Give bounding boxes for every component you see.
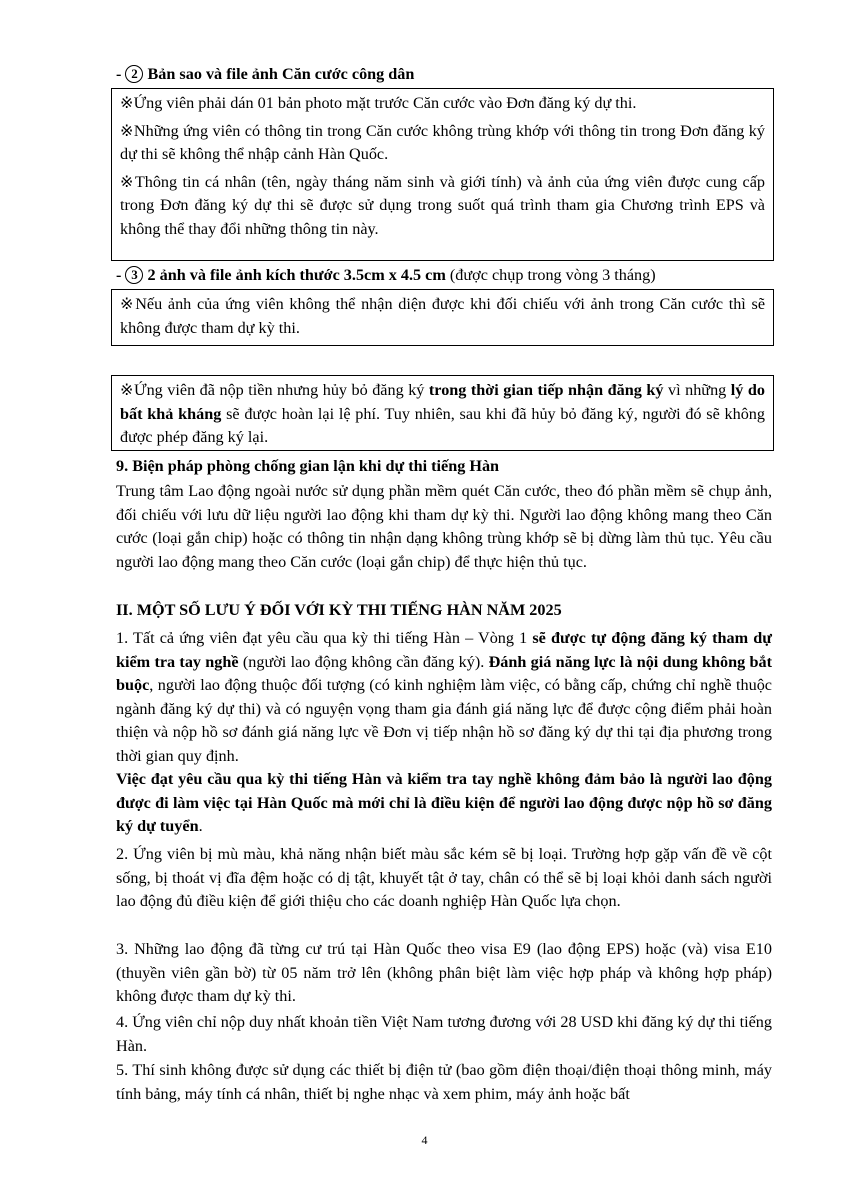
circled-number-icon: 2 [125, 65, 143, 83]
item2-heading: - 2 Bản sao và file ảnh Căn cước công dân [116, 65, 415, 83]
note-5: 5. Thí sinh không được sử dụng các thiết bị điện tử (bao gồm điện thoại/điện thoại thông minh, máy tính bảng, máy tính cá nhân, thiết bị nghe nhạc và xem phim, máy ảnh hoặc bất [116, 1061, 772, 1103]
circled-number-icon: 3 [125, 266, 143, 284]
note-text: ※Ứng viên phải dán 01 bản photo mặt trước Căn cước vào Đơn đăng ký dự thi. [120, 94, 637, 112]
section9-heading: 9. Biện pháp phòng chống gian lận khi dự thi tiếng Hàn [116, 457, 500, 475]
item3-heading: - 3 2 ảnh và file ảnh kích thước 3.5cm x 4.5 cm (được chụp trong vòng 3 tháng) [116, 266, 656, 284]
note-text: ※Những ứng viên có thông tin trong Căn cước không trùng khớp với thông tin trong Đơn đăng ký dự thi sẽ không thể nhập cảnh Hàn Quốc. [120, 121, 765, 163]
bold-paragraph: Việc đạt yêu cầu qua kỳ thi tiếng Hàn và kiểm tra tay nghề không đảm bảo là người lao động được đi làm việc tại Hàn Quốc mà mới chỉ là điều kiện để người lao động được nộp hồ sơ đăng ký dự tuyển. [116, 770, 772, 835]
note-1: 1. Tất cả ứng viên đạt yêu cầu qua kỳ thi tiếng Hàn – Vòng 1 sẽ được tự động đăng ký tham dự kiểm tra tay nghề (người lao động không cần đăng ký). Đánh giá năng lực là nội dung không bắt buộc, người lao động thuộc đối tượng (có kinh nghiệm làm việc, có bằng cấp, chứng chỉ nghề thuộc ngành đăng ký dự thi) và có nguyện vọng tham gia đánh giá năng lực để được cộng điểm phải hoàn thiện và nộp hồ sơ đánh giá năng lực về Đơn vị tiếp nhận hồ sơ đăng ký dự thi tại địa phương trong thời gian quy định. [116, 629, 772, 765]
note-2: 2. Ứng viên bị mù màu, khả năng nhận biết màu sắc kém sẽ bị loại. Trường hợp gặp vấn đề về cột sống, bị thoát vị đĩa đệm hoặc có dị tật, khuyết tật ở tay, chân có thể sẽ bị loại khỏi danh sách người lao động đủ điều kiện để giới thiệu cho các doanh nghiệp Hàn Quốc lựa chọn. [116, 845, 772, 910]
section9-body: Trung tâm Lao động ngoài nước sử dụng phần mềm quét Căn cước, theo đó phần mềm sẽ chụp ảnh, đối chiếu với lưu dữ liệu người lao động khi tham dự kỳ thi. Người lao động không mang theo Căn cước (loại gắn chip) hoặc có thông tin nhận dạng không trùng khớp sẽ bị dừng làm thủ tục. Yêu cầu người lao động mang theo Căn cước (loại gắn chip) để thực hiện thủ tục. [116, 482, 772, 571]
note-4: 4. Ứng viên chỉ nộp duy nhất khoản tiền Việt Nam tương đương với 28 USD khi đăng ký dự thi tiếng Hàn. [116, 1013, 772, 1055]
section2-heading: II. MỘT SỐ LƯU Ý ĐỐI VỚI KỲ THI TIẾNG HÀN NĂM 2025 [116, 601, 562, 619]
note-text: ※Ứng viên đã nộp tiền nhưng hủy bỏ đăng ký trong thời gian tiếp nhận đăng ký vì những lý do bất khả kháng sẽ được hoàn lại lệ phí. Tuy nhiên, sau khi đã hủy bỏ đăng ký, người đó sẽ không được phép đăng ký lại. [120, 381, 765, 446]
note-text: ※Thông tin cá nhân (tên, ngày tháng năm sinh và giới tính) và ảnh của ứng viên được cung cấp trong Đơn đăng ký dự thi sẽ được sử dụng trong suốt quá trình tham gia Chương trình EPS và không thể thay đổi những thông tin này. [120, 172, 765, 238]
note-3: 3. Những lao động đã từng cư trú tại Hàn Quốc theo visa E9 (lao động EPS) hoặc (và) visa E10 (thuyền viên gần bờ) từ 05 năm trở lên (không phân biệt làm việc hợp pháp và không hợp pháp) không được tham dự kỳ thi. [116, 940, 772, 1005]
item2-note-box [111, 88, 774, 261]
page-number: 4 [421, 1133, 428, 1147]
note-text: ※Nếu ảnh của ứng viên không thể nhận diện được khi đối chiếu với ảnh trong Căn cước thì sẽ không được tham dự kỳ thi. [120, 295, 765, 337]
item3-note-box [111, 289, 774, 346]
refund-note-box [111, 375, 774, 451]
